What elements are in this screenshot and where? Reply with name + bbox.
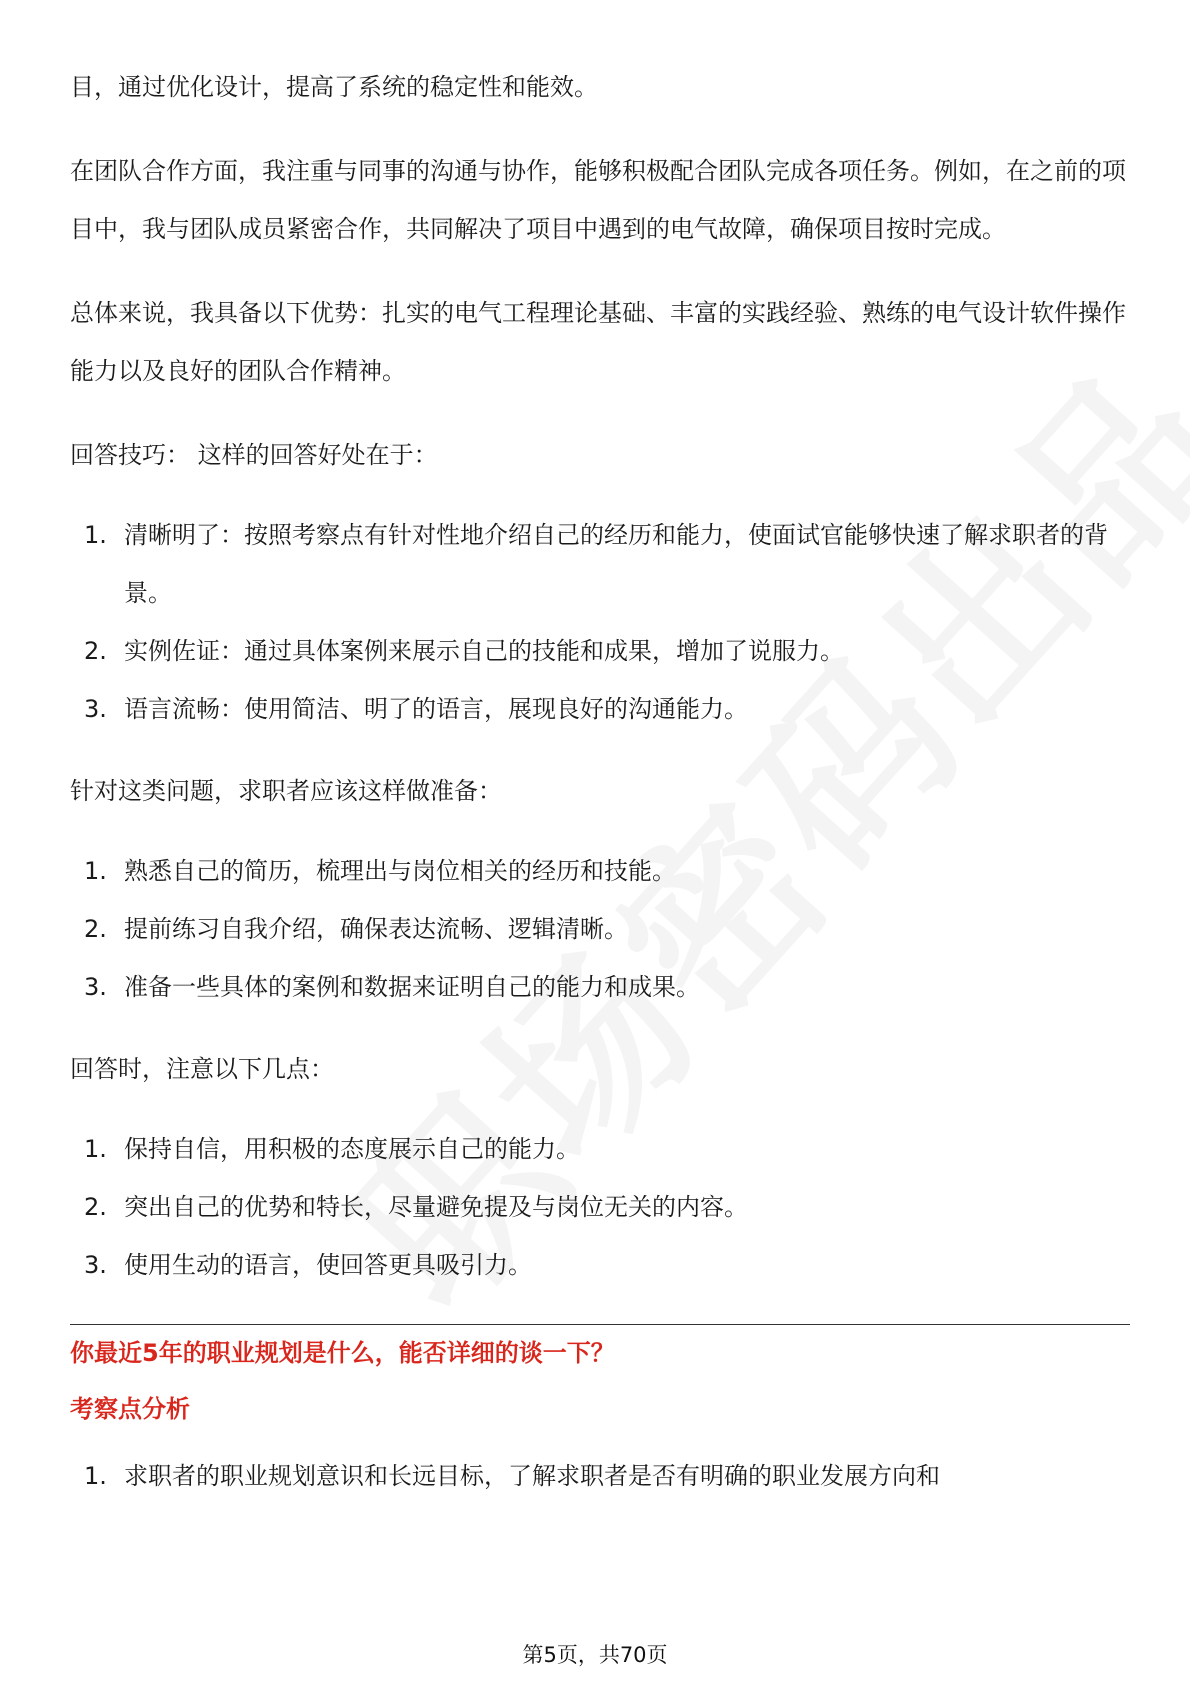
list-item (70, 842, 1130, 900)
list-item-text: 语言流畅：使用简洁、明了的语言，展现良好的沟通能力。 (124, 695, 748, 723)
list-number: 3. (84, 1251, 107, 1279)
list-item (70, 958, 1130, 1016)
list-item (70, 1447, 1130, 1505)
list-item (70, 1236, 1130, 1294)
list-item-text: 熟悉自己的简历，梳理出与岗位相关的经历和技能。 (124, 857, 676, 885)
list-number: 3. (84, 695, 107, 723)
question-title: 你最近5年的职业规划是什么，能否详细的谈一下？ (70, 1339, 615, 1367)
paragraph-continuation: 目，通过优化设计，提高了系统的稳定性和能效。 (70, 73, 598, 101)
preparation-list (70, 842, 1130, 1016)
list-number: 2. (84, 1193, 107, 1221)
paragraph-attention: 回答时，注意以下几点： (70, 1055, 334, 1083)
list-item (70, 1120, 1130, 1178)
list-number: 1. (84, 857, 107, 885)
list-item-text: 求职者的职业规划意识和长远目标，了解求职者是否有明确的职业发展方向和 (124, 1462, 940, 1490)
list-number: 1. (84, 1135, 107, 1163)
list-number: 2. (84, 915, 107, 943)
list-number: 1. (84, 521, 107, 549)
list-item (70, 680, 1130, 738)
list-item-text: 使用生动的语言，使回答更具吸引力。 (124, 1251, 532, 1279)
list-item-text: 准备一些具体的案例和数据来证明自己的能力和成果。 (124, 973, 700, 1001)
question-subtitle: 考察点分析 (70, 1395, 190, 1423)
list-item-text: 清晰明了：按照考察点有针对性地介绍自己的经历和能力，使面试官能够快速了解求职者的背景。 (124, 521, 1108, 607)
paragraph-preparation: 针对这类问题，求职者应该这样做准备： (70, 777, 502, 805)
list-item (70, 1178, 1130, 1236)
list-item-text: 提前练习自我介绍，确保表达流畅、逻辑清晰。 (124, 915, 628, 943)
list-number: 1. (84, 1462, 107, 1490)
paragraph-summary: 总体来说，我具备以下优势：扎实的电气工程理论基础、丰富的实践经验、熟练的电气设计软件操作能力以及良好的团队合作精神。 (70, 299, 1126, 385)
list-item (70, 506, 1130, 622)
list-item-text: 突出自己的优势和特长，尽量避免提及与岗位无关的内容。 (124, 1193, 748, 1221)
paragraph-teamwork: 在团队合作方面，我注重与同事的沟通与协作，能够积极配合团队完成各项任务。例如，在之前的项目中，我与团队成员紧密合作，共同解决了项目中遇到的电气故障，确保项目按时完成。 (70, 157, 1126, 243)
list-number: 3. (84, 973, 107, 1001)
list-number: 2. (84, 637, 107, 665)
paragraph-answer-tips: 回答技巧： 这样的回答好处在于： (70, 441, 438, 469)
list-item-text: 实例佐证：通过具体案例来展示自己的技能和成果，增加了说服力。 (124, 637, 844, 665)
attention-list (70, 1120, 1130, 1294)
list-item (70, 900, 1130, 958)
list-item (70, 622, 1130, 680)
list-item-text: 保持自信，用积极的态度展示自己的能力。 (124, 1135, 580, 1163)
page-footer: 第5页，共70页 (522, 1643, 668, 1667)
analysis-list (70, 1447, 1130, 1505)
answer-tips-list (70, 506, 1130, 738)
page-content (70, 58, 1130, 1529)
